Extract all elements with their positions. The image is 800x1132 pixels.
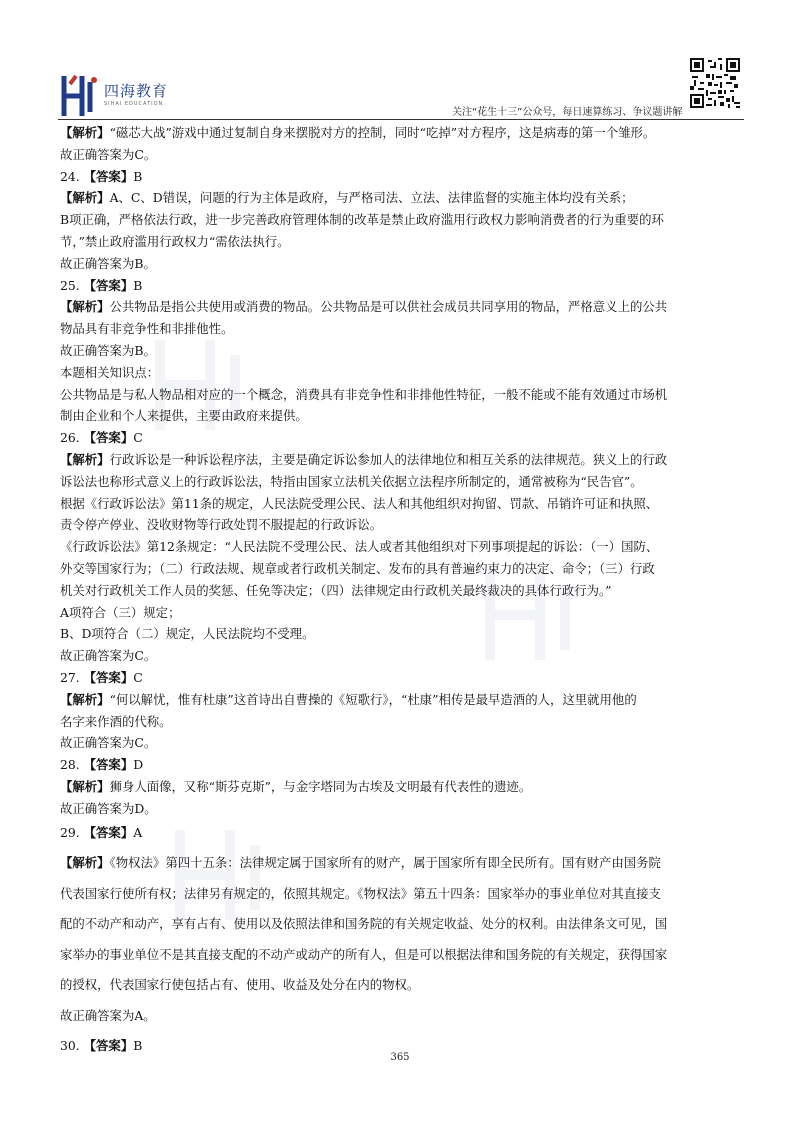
text-line xyxy=(60,362,744,384)
question-number: 29. xyxy=(60,824,84,840)
header-tagline: 关注“花生十三”公众号，每日速算练习、争议题讲解 xyxy=(452,107,683,118)
text-line xyxy=(60,493,744,515)
text-line xyxy=(60,144,744,166)
section-label: 【解析】 xyxy=(60,451,110,467)
explanation-line xyxy=(60,850,744,877)
line-text: 《行政诉讼法》第12条规定：“人民法院不受理公民、法人或者其他组织对下列事项提起的诉讼：（一）国防、 xyxy=(60,539,659,555)
text-line xyxy=(60,602,744,624)
line-text: B xyxy=(133,168,143,184)
question-number: 25. xyxy=(60,277,84,293)
line-text: B xyxy=(133,277,143,293)
line-text: C xyxy=(133,669,143,685)
answer-line xyxy=(60,427,744,449)
question-number: 26. xyxy=(60,430,84,446)
line-text: A项符合（三）规定； xyxy=(60,604,181,620)
section-label: 【答案】 xyxy=(83,824,134,840)
text-line xyxy=(60,384,744,406)
question-number: 27. xyxy=(60,669,84,685)
line-text: 故正确答案为B。 xyxy=(60,342,156,358)
sihai-education-logo xyxy=(60,72,180,120)
line-text: 本题相关知识点： xyxy=(60,364,160,380)
text-line xyxy=(60,645,744,667)
section-label: 【解析】 xyxy=(60,855,110,870)
section-label: 【答案】 xyxy=(83,757,134,773)
logo-text: 四海教育 xyxy=(104,82,169,100)
text-line xyxy=(60,558,744,580)
question-number: 30. xyxy=(60,1038,84,1053)
explanation-line xyxy=(60,187,744,209)
answer-line xyxy=(60,166,744,188)
section-label: 【答案】 xyxy=(83,168,134,184)
text-line xyxy=(60,209,744,231)
section-label: 【解析】 xyxy=(60,691,110,707)
section-label: 【解析】 xyxy=(60,125,110,140)
line-text: 配的不动产和动产，享有占有、使用以及依照法律和国务院的有关规定收益、处分的权利。由法律条文可见，国 xyxy=(60,916,668,931)
line-text: “磁芯大战”游戏中通过复制自身来摆脱对方的控制，同时“吃掉”对方程序，这是病毒的第一个雏形。 xyxy=(109,125,656,140)
text-line xyxy=(60,514,744,536)
line-text: 的授权，代表国家行使包括占有、使用、收益及处分在内的物权。 xyxy=(60,977,420,992)
page-header xyxy=(0,0,800,122)
text-line xyxy=(60,253,744,275)
logo-subtitle: SIHAI EDUCATION xyxy=(104,101,164,107)
line-text: 故正确答案为A。 xyxy=(60,1007,156,1023)
line-text: 狮身人面像，又称“斯芬克斯”，与金字塔同为古埃及文明最有代表性的遗迹。 xyxy=(109,778,532,794)
text-line xyxy=(60,732,744,754)
line-text: 《物权法》第四十五条：法律规定属于国家所有的财产，属于国家所有即全民所有。国有财产由国务院 xyxy=(109,855,661,870)
line-text: A xyxy=(133,824,143,840)
question-number: 24. xyxy=(60,168,84,184)
text-line xyxy=(60,711,744,733)
text-line xyxy=(60,623,744,645)
section-label: 【解析】 xyxy=(60,299,110,315)
line-text: 代表国家行使所有权；法律另有规定的，依照其规定。《物权法》第五十四条：国家举办的事业单位对其直接支 xyxy=(60,885,661,901)
text-line xyxy=(60,1003,744,1030)
page-number: 365 xyxy=(390,1052,410,1063)
text-line xyxy=(60,972,744,999)
line-text: 诉讼法也称形式意义上的行政诉讼法，特指由国家立法机关依据立法程序所制定的，通常被称为“民告官”。 xyxy=(60,473,643,489)
line-text: 故正确答案为C。 xyxy=(60,146,157,162)
text-line xyxy=(60,798,744,820)
line-text: 外交等国家行为；（二）行政法规、规章或者行政机关制定、发布的具有普遍约束力的决定、命令；（三）行政 xyxy=(60,560,655,576)
text-line xyxy=(60,231,744,253)
line-text: 制由企业和个人来提供，主要由政府来提供。 xyxy=(60,408,308,424)
question-number: 28. xyxy=(60,757,84,773)
text-line xyxy=(60,911,744,938)
text-line xyxy=(60,471,744,493)
line-text: 公共物品是与私人物品相对应的一个概念，消费具有非竞争性和非排他性特征，一般不能或不能有效通过市场机 xyxy=(60,386,668,402)
text-line xyxy=(60,580,744,602)
line-text: 物品具有非竞争性和非排他性。 xyxy=(60,321,234,337)
line-text: 责令停产停业、没收财物等行政处罚不服提起的行政诉讼。 xyxy=(60,517,383,533)
explanation-line xyxy=(60,689,744,711)
line-text: B项正确，严格依法行政，进一步完善政府管理体制的改革是禁止政府滥用行政权力影响消费者的行为重要的环 xyxy=(60,212,664,228)
section-label: 【解析】 xyxy=(60,778,110,794)
text-line xyxy=(60,405,744,427)
section-label: 【答案】 xyxy=(83,669,134,685)
line-text: 根据《行政诉讼法》第11条的规定，人民法院受理公民、法人和其他组织对拘留、罚款、吊销许可证和执照、 xyxy=(60,495,659,511)
line-text: C xyxy=(133,430,143,446)
line-text: 名字来作酒的代称。 xyxy=(60,713,172,729)
text-line xyxy=(60,340,744,362)
explanation-line xyxy=(60,776,744,798)
answer-line xyxy=(60,754,744,776)
answer-explanations xyxy=(60,122,744,1064)
section-label: 【答案】 xyxy=(83,430,134,446)
line-text: B xyxy=(133,1038,143,1053)
text-line xyxy=(60,318,744,340)
text-line xyxy=(60,881,744,908)
answer-line xyxy=(60,820,744,847)
line-text: B、D项符合（二）规定，人民法院均不受理。 xyxy=(60,626,315,642)
explanation-line xyxy=(60,122,744,144)
explanation-line xyxy=(60,296,744,318)
line-text: D xyxy=(133,757,144,773)
line-text: 故正确答案为B。 xyxy=(60,255,156,271)
section-label: 【答案】 xyxy=(83,1038,134,1053)
text-line xyxy=(60,536,744,558)
qr-code-icon xyxy=(690,58,740,108)
explanation-line xyxy=(60,449,744,471)
section-label: 【答案】 xyxy=(83,277,134,293)
line-text: 行政诉讼是一种诉讼程序法，主要是确定诉讼参加人的法律地位和相互关系的法律规范。狭义上的行政 xyxy=(109,451,668,467)
line-text: 机关对行政机关工作人员的奖惩、任免等决定；（四）法律规定由行政机关最终裁决的具体行政行为。” xyxy=(60,582,612,598)
line-text: 故正确答案为C。 xyxy=(60,648,157,664)
text-line xyxy=(60,942,744,969)
header-divider xyxy=(58,119,744,120)
line-text: 家举办的事业单位不是其直接支配的不动产或动产的所有人，但是可以根据法律和国务院的有关规定，获得国家 xyxy=(60,946,668,962)
answer-line xyxy=(60,275,744,297)
line-text: 公共物品是指公共使用或消费的物品。公共物品是可以供社会成员共同享用的物品，严格意义上的公共 xyxy=(109,299,668,315)
line-text: 故正确答案为C。 xyxy=(60,735,157,751)
line-text: “何以解忧，惟有杜康”这首诗出自曹操的《短歌行》，“杜康”相传是最早造酒的人，这里就用他的 xyxy=(109,691,637,707)
line-text: 故正确答案为D。 xyxy=(60,800,157,816)
line-text: A、C、D错误，问题的行为主体是政府，与严格司法、立法、法律监督的实施主体均没有关系； xyxy=(109,190,634,206)
logo-mark-icon xyxy=(60,72,100,120)
answer-line xyxy=(60,667,744,689)
section-label: 【解析】 xyxy=(60,190,110,206)
line-text: 节，”禁止政府滥用行政权力“需依法执行。 xyxy=(60,233,290,249)
